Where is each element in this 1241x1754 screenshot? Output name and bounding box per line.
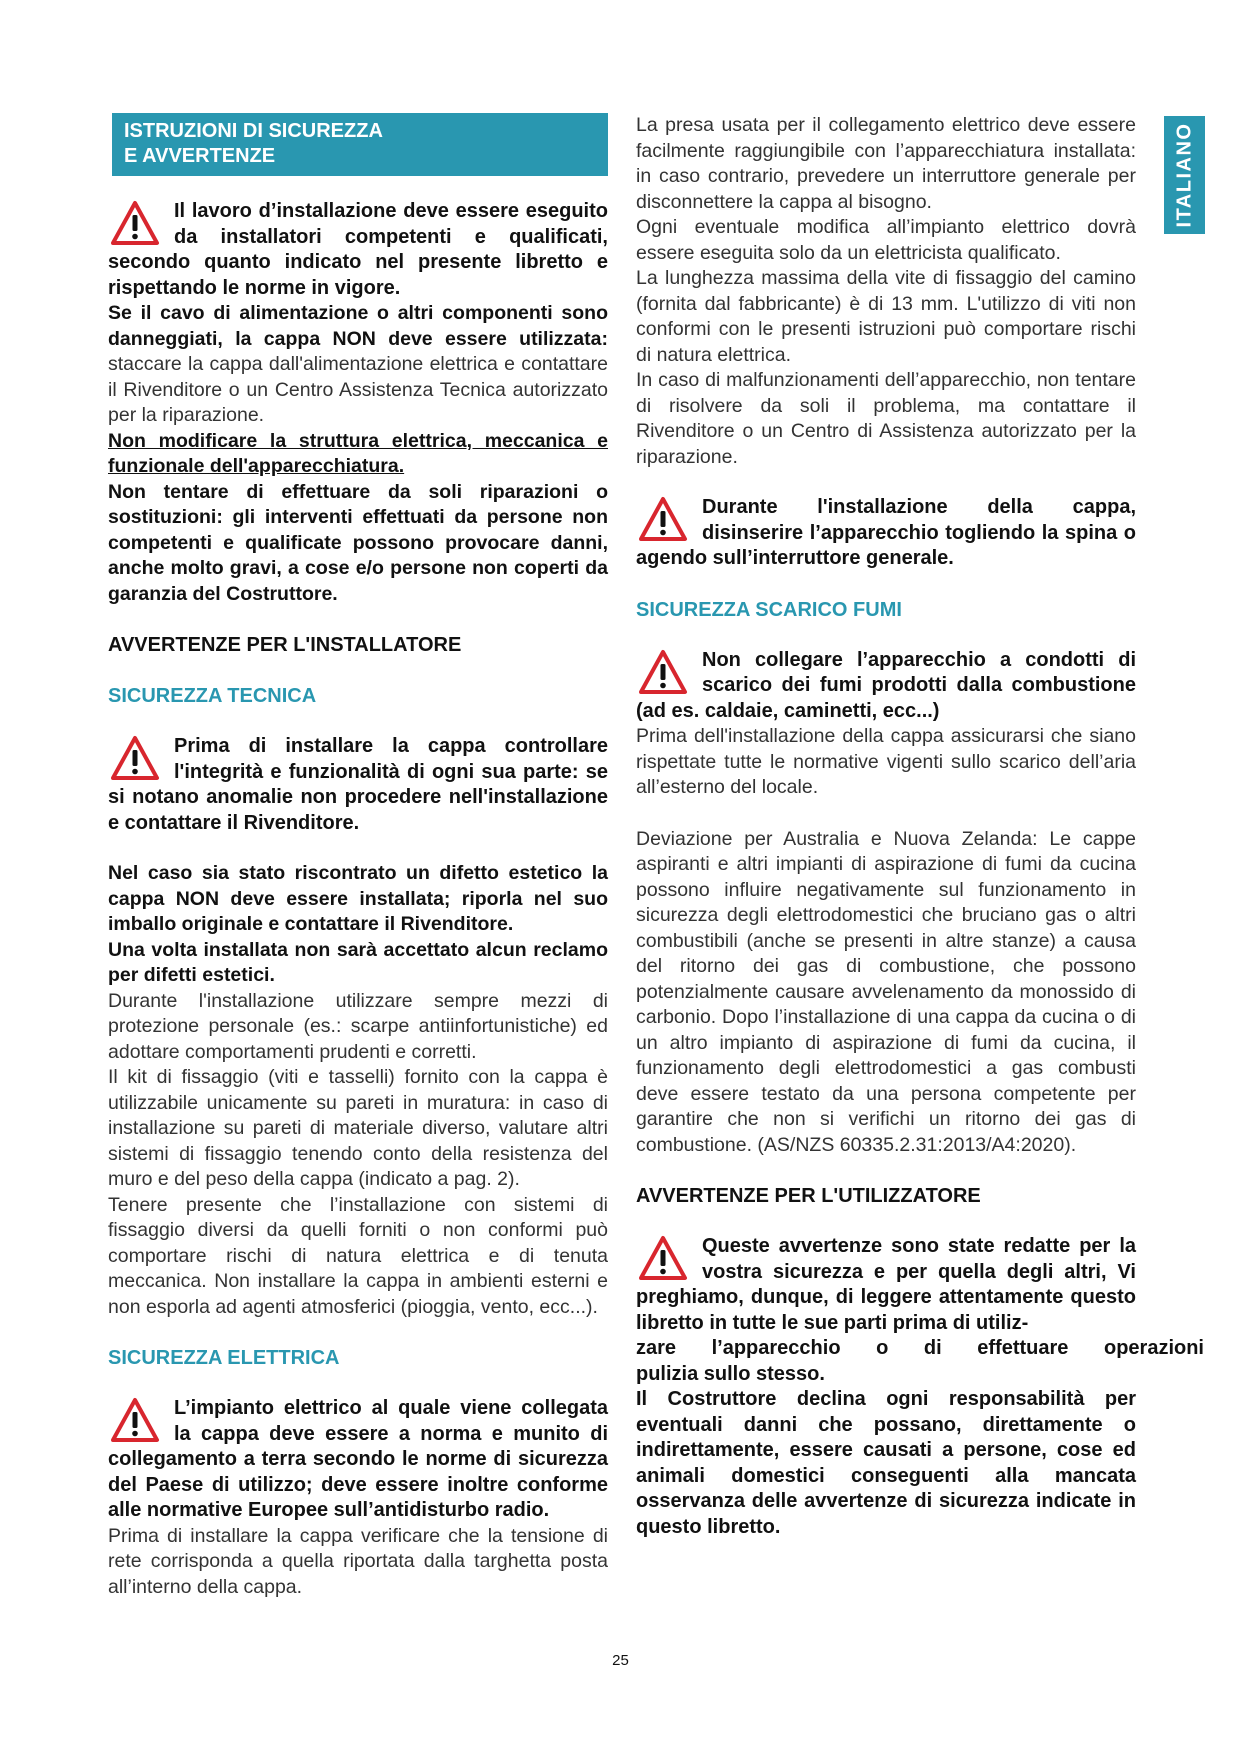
language-tab bbox=[1164, 116, 1205, 234]
warning-integrity bbox=[108, 734, 608, 836]
warning-triangle-icon bbox=[638, 496, 688, 542]
warning-user-text: Queste avvertenze sono state redatte per la vostra sicurezza e per quella degli altri, Vi preghiamo, dunque, di leggere attentamente questo libretto in tutte le sue parti prima di utiliz- bbox=[636, 1235, 1136, 1334]
electrical-safety-heading: SICUREZZA ELETTRICA bbox=[108, 1347, 340, 1369]
section-header-line1: ISTRUZIONI DI SICUREZZA bbox=[124, 120, 383, 142]
screw-paragraph: La lunghezza massima della vite di fissaggio del camino (fornita dal fabbricante) è di 13 mm. L'utilizzo di viti non conformi con le presenti istruzioni può comportare rischi di natura elettrica. bbox=[636, 267, 1136, 366]
warning-user-overflow-line: zare l’apparecchio o di effettuare operazioni bbox=[636, 1337, 1204, 1359]
warning-user-last-line: pulizia sullo stesso. bbox=[636, 1362, 825, 1385]
warning-disconnect bbox=[636, 495, 1136, 572]
installer-heading: AVVERTENZE PER L'INSTALLATORE bbox=[108, 634, 462, 656]
warning-triangle-icon bbox=[638, 649, 688, 695]
voltage-paragraph: Prima di installare la cappa verificare che la tensione di rete corrisponda a quella riportata dalla targhetta posta all’interno della cappa. bbox=[108, 1524, 608, 1598]
user-heading: AVVERTENZE PER L'UTILIZZATORE bbox=[636, 1185, 981, 1207]
no-claim-paragraph: Una volta installata non sarà accettato alcun reclamo per difetti estetici. bbox=[108, 938, 608, 986]
page-number: 25 bbox=[612, 1652, 629, 1669]
protection-paragraph: Durante l'installazione utilizzare sempre mezzi di protezione personale (es.: scarpe antiinfortunistiche) ed adottare comportamenti prudenti e corretti. bbox=[108, 989, 608, 1063]
malfunction-paragraph: In caso di malfunzionamenti dell’apparecchio, non tentare di risolvere da soli il problema, ma contattare il Rivenditore o un Centro di Assistenza autorizzato per la riparazione. bbox=[636, 369, 1136, 468]
warning-grounding-text: L’impianto elettrico al quale viene collegata la cappa deve essere a norma e munito di collegamento a terra secondo le norme di sicurezza del Paese di utilizzo; deve essere inoltre conforme alle normative Europee sull’antidisturbo radio. bbox=[108, 1397, 608, 1521]
warning-triangle-icon bbox=[110, 735, 160, 781]
no-repair-paragraph: Non tentare di effettuare da soli riparazioni o sostituzioni: gli interventi effettuati da persone non competenti e qualificate possono provocare danni, anche molto gravi, a cose e/o persone non coperti da garanzia del Costruttore. bbox=[108, 480, 608, 605]
left-column bbox=[108, 113, 608, 1600]
warning-flue bbox=[636, 648, 1136, 725]
damaged-cable-paragraph bbox=[108, 301, 608, 429]
warning-grounding bbox=[108, 1396, 608, 1524]
fumes-safety-heading: SICUREZZA SCARICO FUMI bbox=[636, 598, 902, 621]
warning-triangle-icon bbox=[638, 1235, 688, 1281]
liability-paragraph: Il Costruttore declina ogni responsabilità per eventuali danni che possano, direttamente o indirettamente, essere causati a persone, cose ed animali domestici conseguenti alla mancata osservanza delle avvertenze di sicurezza indicate in questo libretto. bbox=[636, 1388, 1136, 1538]
warning-integrity-text: Prima di installare la cappa controllare l'integrità e funzionalità di ogni sua parte: se si notano anomalie non procedere nell'installazione e contattare il Rivenditore. bbox=[108, 735, 608, 834]
defect-paragraph: Nel caso sia stato riscontrato un difetto estetico la cappa NON deve essere installata; riporla nel suo imballo originale e contattare il Rivenditore. bbox=[108, 862, 608, 935]
section-header bbox=[112, 113, 608, 176]
warning-user bbox=[636, 1234, 1136, 1336]
section-header-line2: E AVVERTENZE bbox=[124, 145, 276, 167]
warning-triangle-icon bbox=[110, 200, 160, 246]
other-systems-paragraph: Tenere presente che l’installazione con sistemi di fissaggio diversi da quelli forniti o non conformi può comportare rischi di natura elettrica e di tenuta meccanica. Non installare la cappa in ambienti esterni e non esporla ad agenti atmosferici (pioggia, vento, ecc...). bbox=[108, 1193, 608, 1318]
fixing-kit-paragraph: Il kit di fissaggio (viti e tasselli) fornito con la cappa è utilizzabile unicamente su pareti in muratura: in caso di installazione su pareti di materiale diverso, valutare altri sistemi di fissaggio tenendo conto della resistenza del muro e del peso della cappa (indicato a pag. 2). bbox=[108, 1066, 608, 1190]
no-modify-paragraph: Non modificare la struttura elettrica, meccanica e funzionale dell'apparecchiatura. bbox=[108, 429, 608, 477]
warning-installers-text: Il lavoro d’installazione deve essere eseguito da installatori competenti e qualificati, secondo quanto indicato nel presente libretto e rispettando le norme in vigore. bbox=[108, 200, 608, 299]
fumes-paragraph: Prima dell'installazione della cappa assicurarsi che siano rispettate tutte le normative vigenti sullo scarico dell’aria all’esterno del locale. bbox=[636, 725, 1136, 798]
warning-disconnect-text: Durante l'installazione della cappa, disinserire l’apparecchio togliendo la spina o agendo sull’interruttore generale. bbox=[636, 496, 1136, 569]
australia-paragraph: Deviazione per Australia e Nuova Zelanda: Le cappe aspiranti e altri impianti di aspirazione di fumi da cucina possono influire negativamente sul funzionamento in sicurezza degli elettrodomestici che bruciano gas o altri combustibili (anche se presenti in altre stanze) a causa del ritorno dei gas di combustione, che possono potenzialmente causare avvelenamento da monossido di carbonio. Dopo l’installazione di una cappa da cucina o di un altro impianto di aspirazione di fumi da cucina, il funzionamento degli elettrodomestici a gas combusti deve essere testato da una persona competente per garantire che non si verifichi un ritorno dei gas di combustione. (AS/NZS 60335.2.31:2013/A4:2020). bbox=[636, 827, 1136, 1156]
damaged-cable-light: staccare la cappa dall'alimentazione elettrica e contattare il Rivenditore o un Centro Assistenza Tecnica autorizzato per la riparazione. bbox=[108, 353, 608, 426]
socket-paragraph: La presa usata per il collegamento elettrico deve essere facilmente raggiungibile con l’apparecchiatura installata: in caso contrario, prevedere un interruttore generale per disconnettere la cappa al bisogno. bbox=[636, 114, 1136, 213]
language-tab-label: ITALIANO bbox=[1173, 122, 1195, 228]
warning-triangle-icon bbox=[110, 1397, 160, 1443]
tech-safety-heading: SICUREZZA TECNICA bbox=[108, 685, 317, 707]
warning-installers bbox=[108, 199, 608, 301]
modify-paragraph: Ogni eventuale modifica all’impianto elettrico dovrà essere eseguita solo da un elettricista qualificato. bbox=[636, 216, 1136, 264]
damaged-cable-bold: Se il cavo di alimentazione o altri componenti sono danneggiati, la cappa NON deve essere utilizzata: bbox=[108, 302, 608, 350]
warning-flue-text: Non collegare l’apparecchio a condotti di scarico dei fumi prodotti dalla combustione (ad es. caldaie, caminetti, ecc...) bbox=[636, 648, 1136, 722]
